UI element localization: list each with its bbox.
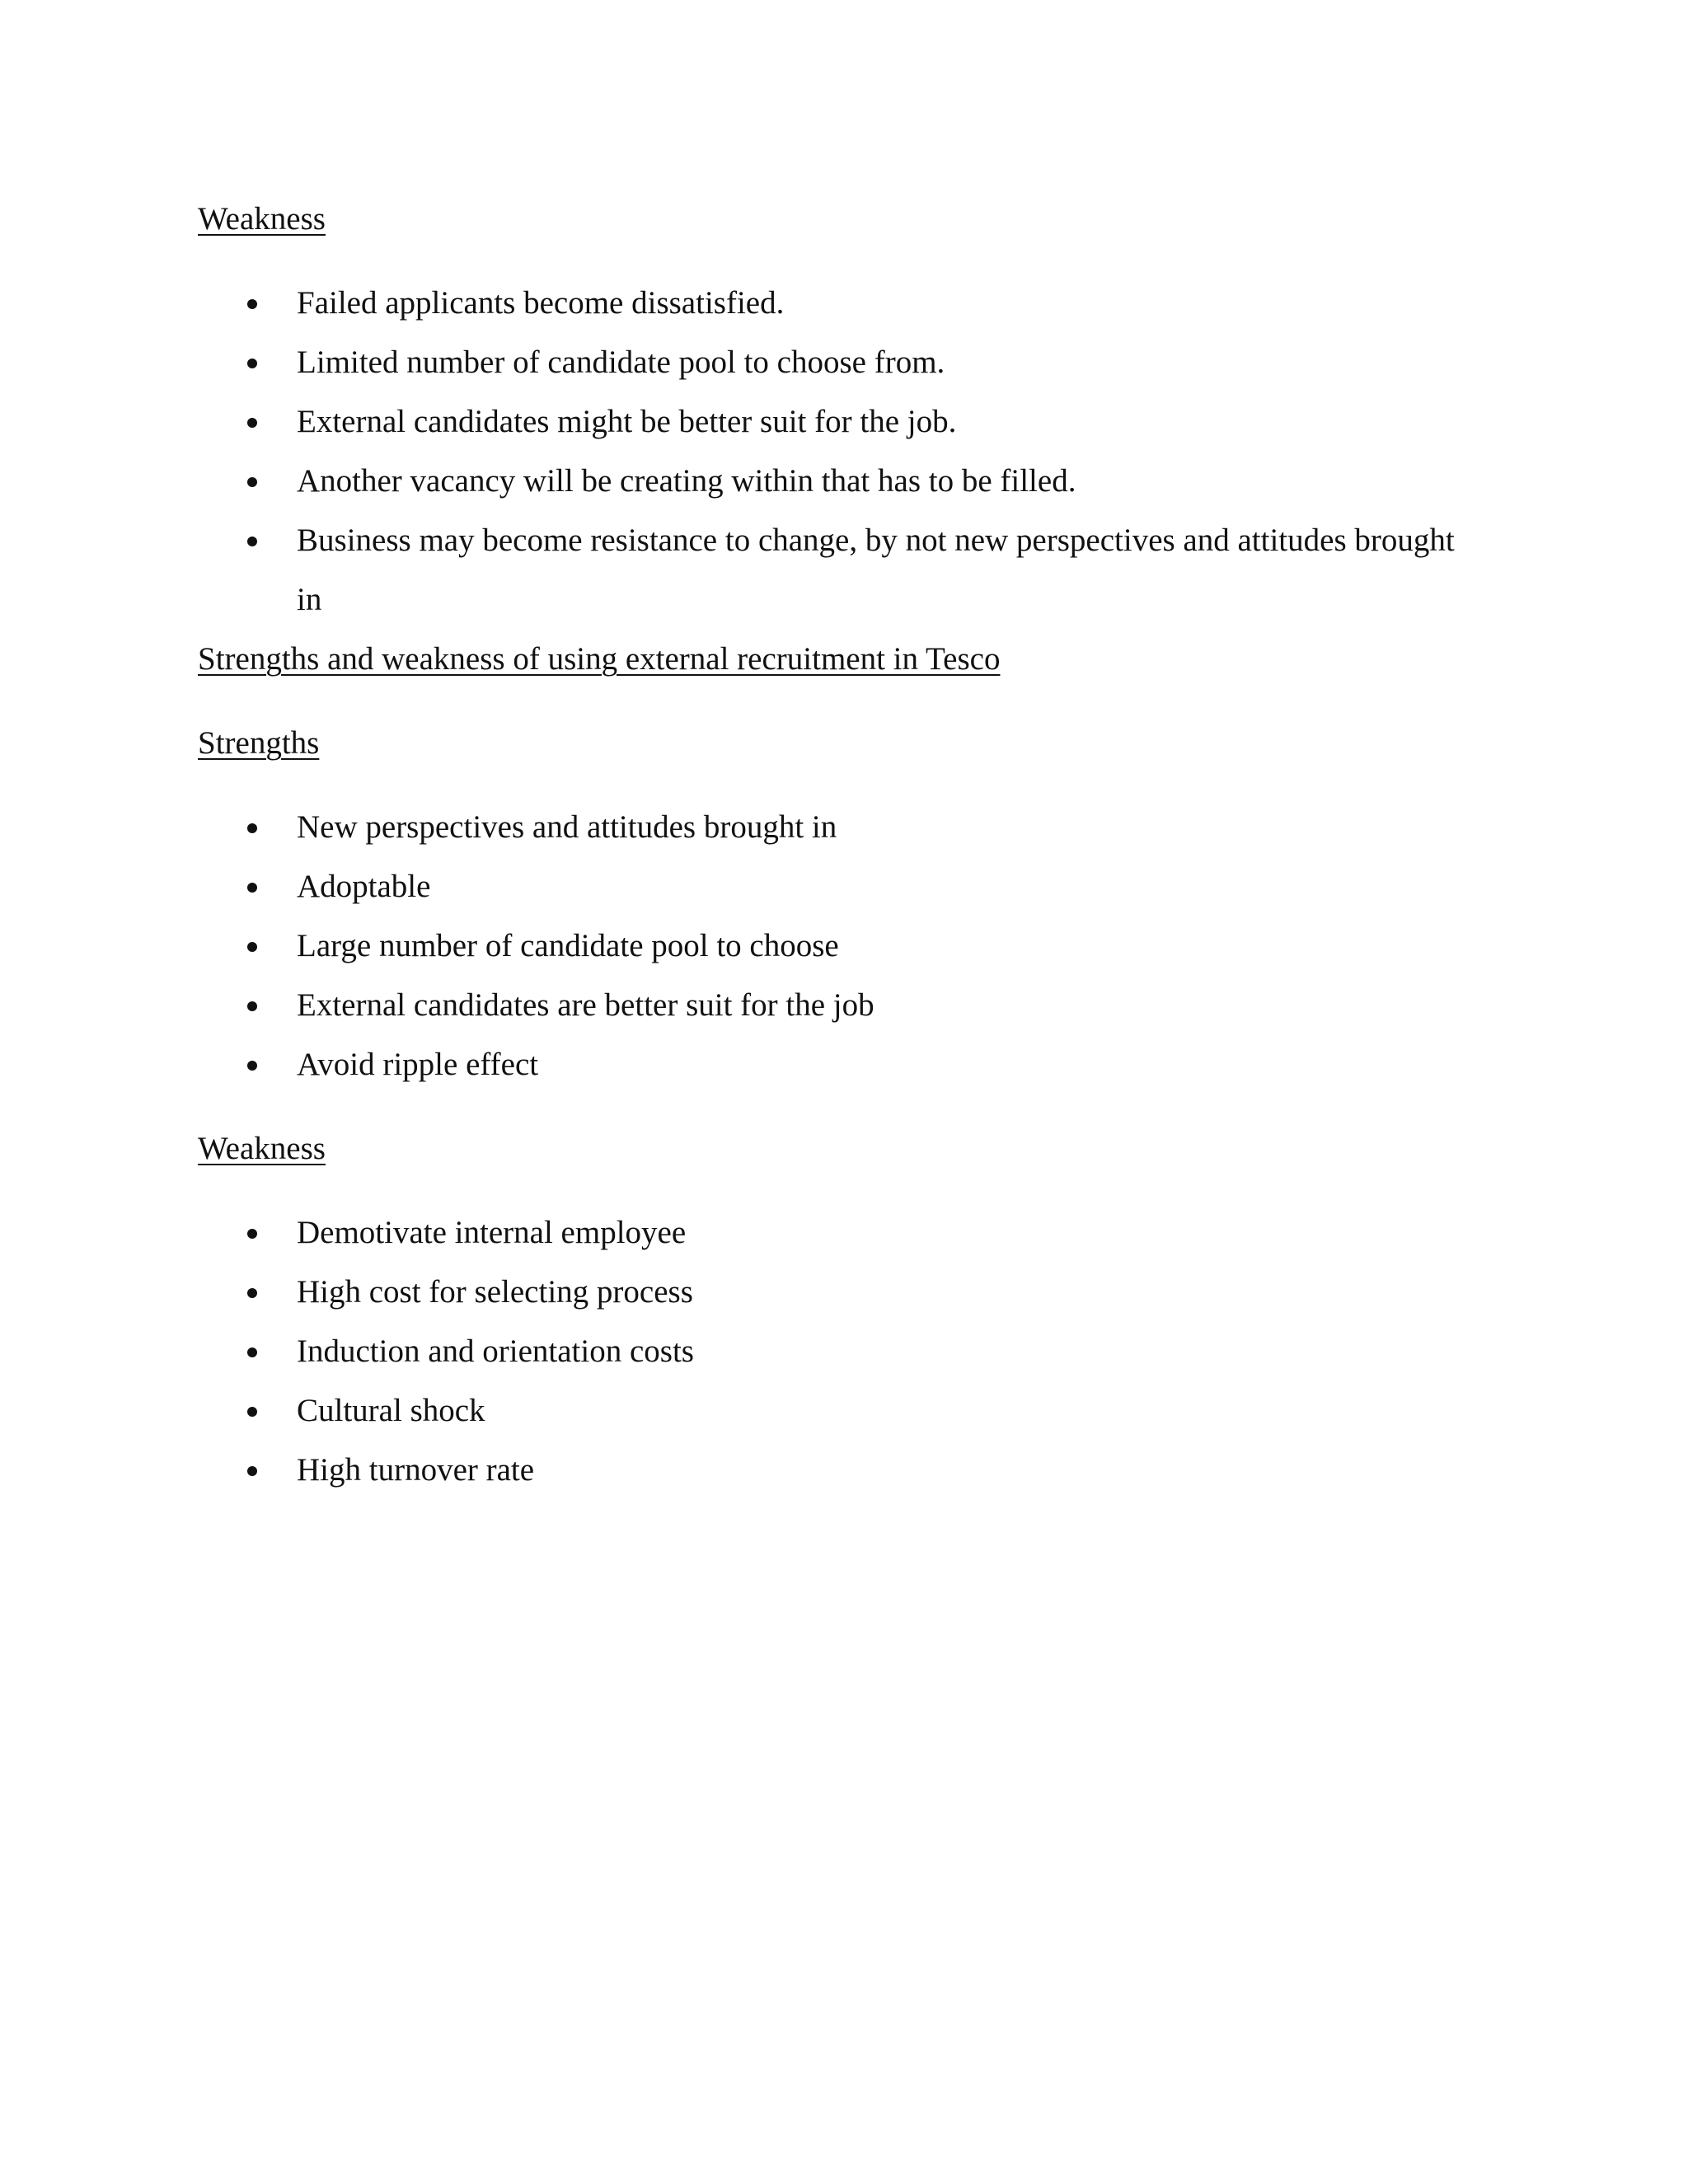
list-item-text: Another vacancy will be creating within that has to be filled. bbox=[297, 463, 1076, 499]
list-item bbox=[198, 798, 1484, 857]
bullet-icon bbox=[244, 274, 260, 333]
bullet-icon bbox=[244, 976, 260, 1035]
list-item bbox=[198, 392, 1484, 452]
list-item-text: New perspectives and attitudes brought in bbox=[297, 809, 837, 845]
bullet-icon bbox=[244, 1441, 260, 1500]
list-item bbox=[198, 976, 1484, 1035]
list-item bbox=[198, 1381, 1484, 1441]
bullet-icon bbox=[244, 1035, 260, 1094]
bullet-icon bbox=[244, 798, 260, 857]
list-item-text: Cultural shock bbox=[297, 1393, 485, 1428]
list-item-text: High turnover rate bbox=[297, 1452, 535, 1488]
list-item-text: Adoptable bbox=[297, 869, 431, 904]
list-item-text: Limited number of candidate pool to choose from. bbox=[297, 344, 945, 380]
bullet-icon bbox=[244, 1203, 260, 1263]
document-content bbox=[198, 190, 1484, 1500]
section-heading-weakness-external: Weakness bbox=[198, 1131, 326, 1166]
bullet-list-weakness-internal bbox=[198, 274, 1484, 630]
bullet-icon bbox=[244, 1322, 260, 1381]
bullet-icon bbox=[244, 511, 260, 570]
list-item bbox=[198, 1035, 1484, 1094]
list-item-text: Induction and orientation costs bbox=[297, 1333, 694, 1369]
bullet-icon bbox=[244, 333, 260, 392]
bullet-icon bbox=[244, 452, 260, 511]
list-item bbox=[198, 452, 1484, 511]
bullet-list-strengths bbox=[198, 798, 1484, 1094]
list-item-text: External candidates are better suit for the job bbox=[297, 987, 874, 1023]
list-item-text: External candidates might be better suit for the job. bbox=[297, 404, 957, 439]
list-item-text: High cost for selecting process bbox=[297, 1274, 693, 1310]
list-item bbox=[198, 1322, 1484, 1381]
list-item bbox=[198, 916, 1484, 976]
bullet-icon bbox=[244, 1263, 260, 1322]
list-item bbox=[198, 333, 1484, 392]
list-item bbox=[198, 857, 1484, 916]
list-item bbox=[198, 1263, 1484, 1322]
list-item-text: Business may become resistance to change, by not new perspectives and attitudes brought in bbox=[297, 523, 1455, 617]
list-item-text: Large number of candidate pool to choose bbox=[297, 928, 839, 963]
list-item bbox=[198, 274, 1484, 333]
section-heading-strengths: Strengths bbox=[198, 725, 320, 761]
bullet-icon bbox=[244, 916, 260, 976]
list-item bbox=[198, 1203, 1484, 1263]
bullet-icon bbox=[244, 392, 260, 452]
list-item-text: Failed applicants become dissatisfied. bbox=[297, 285, 785, 321]
bullet-list-weakness-external bbox=[198, 1203, 1484, 1500]
list-item bbox=[198, 1441, 1484, 1500]
section-heading-weakness-internal: Weakness bbox=[198, 201, 326, 237]
bullet-icon bbox=[244, 857, 260, 916]
list-item-text: Avoid ripple effect bbox=[297, 1047, 539, 1082]
bullet-icon bbox=[244, 1381, 260, 1441]
section-title-external-recruitment: Strengths and weakness of using external recruitment in Tesco bbox=[198, 641, 1001, 677]
list-item-text: Demotivate internal employee bbox=[297, 1215, 687, 1250]
list-item bbox=[198, 511, 1484, 630]
